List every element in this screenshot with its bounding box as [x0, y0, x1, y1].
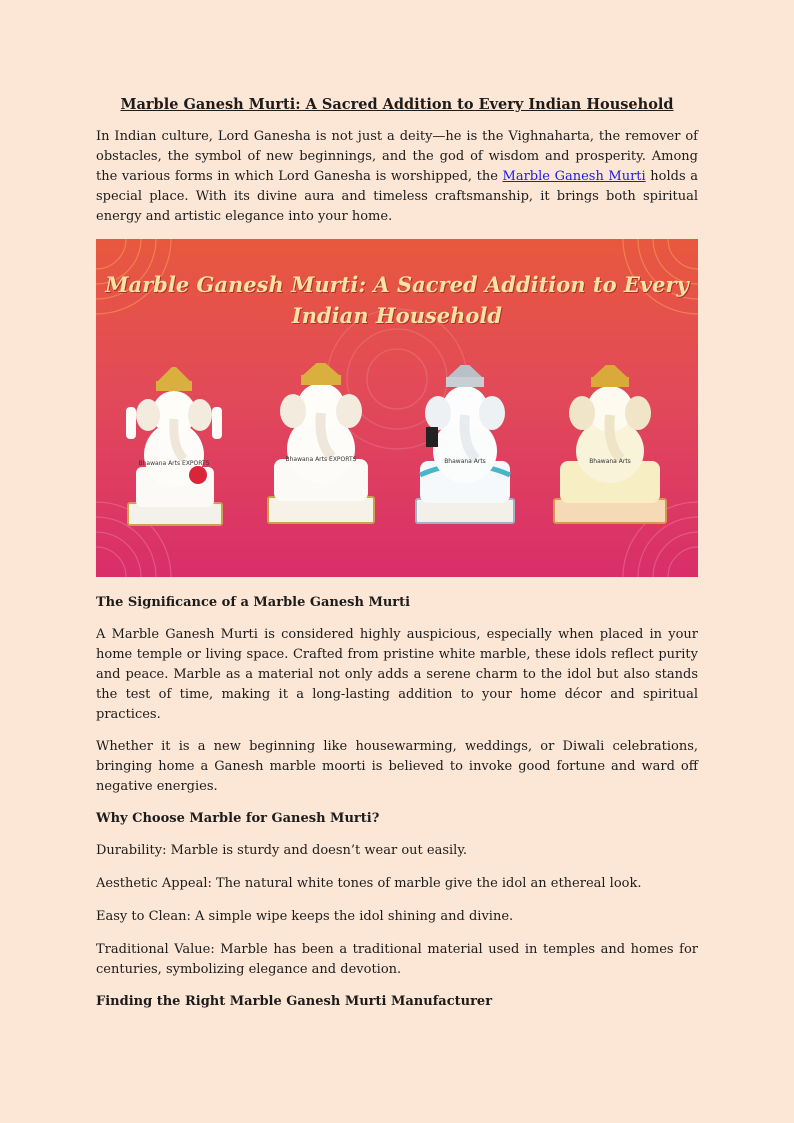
banner-title-line1: Marble Ganesh Murti: A Sacred Addition to Every: [105, 272, 689, 297]
significance-paragraph-1: A Marble Ganesh Murti is considered highly auspicious, especially when placed in your home temple or living space. Crafted from pristine white marble, these idols reflect purity and peace. Marble as a material not only adds a serene charm to the idol but also stands the test of time, making it a long-lasting addition to your home décor and spiritual practices.: [96, 627, 698, 722]
ganesh-idol-3-image: [400, 365, 530, 529]
banner-title-line2: Indian Household: [291, 303, 503, 328]
why-marble-item-durability: Durability: Marble is sturdy and doesn’t wear out easily.: [96, 843, 468, 858]
page-title: Marble Ganesh Murti: A Sacred Addition to Every Indian Household: [120, 96, 674, 113]
idol-3-label: Bhawana Arts: [444, 458, 486, 465]
article: [96, 96, 698, 1024]
ganesh-idol-4-image: [544, 365, 676, 529]
why-marble-heading: Why Choose Marble for Ganesh Murti?: [96, 811, 380, 826]
significance-heading: The Significance of a Marble Ganesh Murti: [96, 595, 411, 610]
idol-4-label: Bhawana Arts: [589, 458, 631, 465]
banner-image: [96, 239, 698, 577]
why-marble-item-easy-clean: Easy to Clean: A simple wipe keeps the idol shining and divine.: [96, 909, 514, 924]
why-marble-item-aesthetic: Aesthetic Appeal: The natural white tones of marble give the idol an ethereal look.: [96, 876, 642, 891]
intro-paragraph: [96, 127, 698, 227]
marble-ganesh-murti-link[interactable]: Marble Ganesh Murti: [502, 169, 646, 184]
intro-text-after: holds a special place. With its divine aura and timeless craftsmanship, it brings both spiritual energy and artistic elegance into your home.: [96, 169, 698, 224]
manufacturer-heading: Finding the Right Marble Ganesh Murti Manufacturer: [96, 994, 493, 1009]
banner-title: [96, 269, 698, 331]
idol-1-label: Bhawana Arts EXPORTS: [138, 460, 210, 467]
idol-2-label: Bhawana Arts EXPORTS: [285, 456, 357, 463]
intro-text-before: In Indian culture, Lord Ganesha is not just a deity—he is the Vighnaharta, the remover of obstacles, the symbol of new beginnings, and the god of wisdom and prosperity. Among the various forms in which Lord Ganesha is worshipped, the: [96, 129, 698, 184]
significance-paragraph-2: Whether it is a new beginning like housewarming, weddings, or Diwali celebrations, bringing home a Ganesh marble moorti is believed to invoke good fortune and ward off negative energies.: [96, 739, 698, 794]
ganesh-idol-2-image: [256, 363, 386, 529]
ganesh-idol-1-image: [114, 367, 234, 529]
why-marble-item-traditional: Traditional Value: Marble has been a traditional material used in temples and homes for centuries, symbolizing elegance and devotion.: [96, 942, 698, 977]
